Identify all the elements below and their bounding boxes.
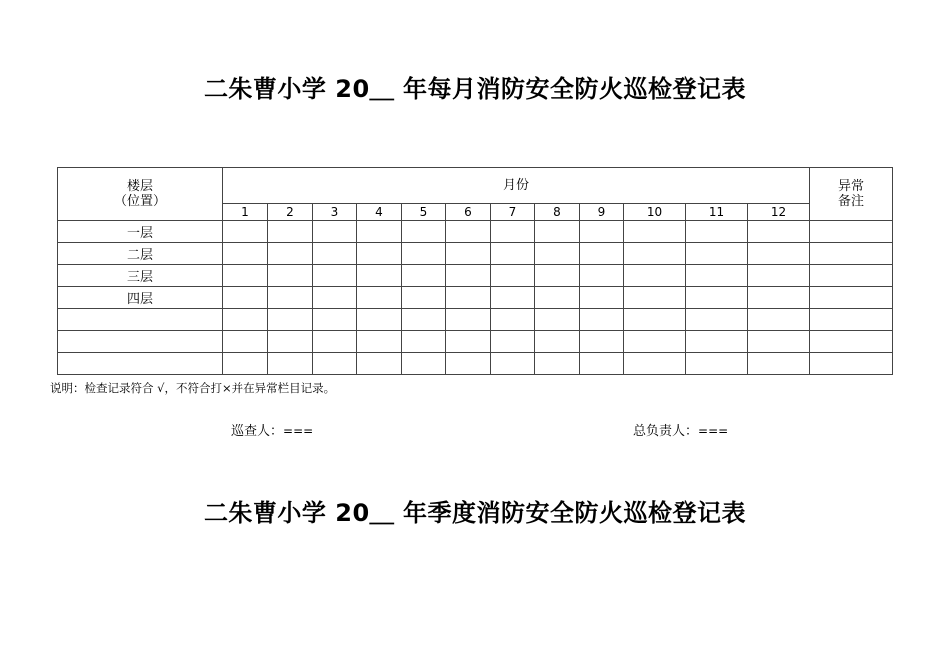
check-cell[interactable] <box>580 287 624 309</box>
table-row <box>58 287 893 309</box>
check-cell[interactable] <box>357 353 402 375</box>
page-title-monthly: 二朱曹小学 20＿ 年每月消防安全防火巡检登记表 <box>203 75 747 103</box>
check-cell[interactable] <box>268 331 313 353</box>
check-cell[interactable] <box>686 265 748 287</box>
check-cell[interactable] <box>446 287 491 309</box>
floor-header-line1: 楼层 <box>126 179 153 194</box>
check-cell[interactable] <box>357 287 402 309</box>
check-cell[interactable] <box>357 243 402 265</box>
check-cell[interactable] <box>268 309 313 331</box>
check-cell[interactable] <box>313 331 357 353</box>
check-cell[interactable] <box>580 243 624 265</box>
check-cell[interactable] <box>402 287 446 309</box>
floor-cell <box>58 353 223 375</box>
table-row <box>58 353 893 375</box>
check-cell[interactable] <box>686 353 748 375</box>
table-row <box>58 265 893 287</box>
check-cell[interactable] <box>686 287 748 309</box>
check-cell[interactable] <box>624 265 686 287</box>
check-cell[interactable] <box>268 221 313 243</box>
floor-cell <box>58 331 223 353</box>
month-10-header: 10 <box>624 204 686 221</box>
check-cell[interactable] <box>357 309 402 331</box>
manager-signature <box>633 422 728 441</box>
remark-cell[interactable] <box>810 331 893 353</box>
month-4-header: 4 <box>357 204 402 221</box>
check-cell[interactable] <box>402 243 446 265</box>
check-cell[interactable] <box>446 309 491 331</box>
floor-cell: 一层 <box>58 221 223 243</box>
check-cell[interactable] <box>624 353 686 375</box>
check-cell[interactable] <box>268 353 313 375</box>
check-cell[interactable] <box>313 243 357 265</box>
check-cell[interactable] <box>491 353 535 375</box>
month-8-header: 8 <box>535 204 580 221</box>
check-cell[interactable] <box>491 309 535 331</box>
check-cell[interactable] <box>580 331 624 353</box>
inspector-value: === <box>283 424 314 438</box>
remark-header <box>810 168 893 221</box>
check-cell[interactable] <box>535 221 580 243</box>
check-cell[interactable] <box>580 353 624 375</box>
check-cell[interactable] <box>491 221 535 243</box>
check-cell[interactable] <box>491 287 535 309</box>
check-cell[interactable] <box>748 265 810 287</box>
check-cell[interactable] <box>624 243 686 265</box>
remark-cell[interactable] <box>810 309 893 331</box>
check-cell[interactable] <box>748 243 810 265</box>
check-cell[interactable] <box>686 243 748 265</box>
check-cell[interactable] <box>402 265 446 287</box>
check-cell[interactable] <box>223 243 268 265</box>
floor-cell: 二层 <box>58 243 223 265</box>
table-row <box>58 243 893 265</box>
check-cell[interactable] <box>223 221 268 243</box>
check-cell[interactable] <box>446 243 491 265</box>
remark-cell[interactable] <box>810 353 893 375</box>
check-cell[interactable] <box>268 243 313 265</box>
month-header: 月份 <box>223 168 810 204</box>
check-cell[interactable] <box>686 331 748 353</box>
floor-header-line2: （位置） <box>113 194 166 209</box>
check-cell[interactable] <box>313 287 357 309</box>
check-cell[interactable] <box>580 265 624 287</box>
check-cell[interactable] <box>402 309 446 331</box>
check-cell[interactable] <box>357 265 402 287</box>
table-row <box>58 331 893 353</box>
remark-cell[interactable] <box>810 221 893 243</box>
inspection-table <box>57 167 893 375</box>
check-cell[interactable] <box>686 221 748 243</box>
check-cell[interactable] <box>535 243 580 265</box>
remark-header-line2: 备注 <box>837 194 864 209</box>
check-cell[interactable] <box>268 265 313 287</box>
check-cell[interactable] <box>748 309 810 331</box>
inspector-label: 巡查人： <box>231 424 284 439</box>
check-cell[interactable] <box>535 309 580 331</box>
check-cell[interactable] <box>491 331 535 353</box>
check-cell[interactable] <box>313 309 357 331</box>
check-cell[interactable] <box>223 287 268 309</box>
check-cell[interactable] <box>748 331 810 353</box>
table-row <box>58 221 893 243</box>
check-cell[interactable] <box>624 221 686 243</box>
month-5-header: 5 <box>402 204 446 221</box>
remark-cell[interactable] <box>810 287 893 309</box>
check-cell[interactable] <box>223 331 268 353</box>
check-cell[interactable] <box>748 353 810 375</box>
month-6-header: 6 <box>446 204 491 221</box>
check-cell[interactable] <box>580 309 624 331</box>
check-cell[interactable] <box>223 309 268 331</box>
check-cell[interactable] <box>491 243 535 265</box>
month-7-header: 7 <box>491 204 535 221</box>
month-12-header: 12 <box>748 204 810 221</box>
floor-cell <box>58 309 223 331</box>
check-cell[interactable] <box>313 265 357 287</box>
page-title-quarterly: 二朱曹小学 20＿ 年季度消防安全防火巡检登记表 <box>203 499 747 527</box>
check-cell[interactable] <box>446 221 491 243</box>
check-cell[interactable] <box>624 331 686 353</box>
month-3-header: 3 <box>313 204 357 221</box>
check-cell[interactable] <box>402 331 446 353</box>
month-11-header: 11 <box>686 204 748 221</box>
month-9-header: 9 <box>580 204 624 221</box>
check-cell[interactable] <box>535 353 580 375</box>
inspector-signature <box>231 422 313 441</box>
check-cell[interactable] <box>357 331 402 353</box>
table-row <box>58 309 893 331</box>
instruction-note: 说明：检查记录符合 √，不符合打×并在异常栏目记录。 <box>50 381 336 395</box>
check-cell[interactable] <box>624 287 686 309</box>
month-2-header: 2 <box>268 204 313 221</box>
check-cell[interactable] <box>624 309 686 331</box>
check-cell[interactable] <box>535 265 580 287</box>
manager-value: === <box>698 424 729 438</box>
manager-label: 总负责人： <box>633 424 699 439</box>
check-cell[interactable] <box>491 265 535 287</box>
check-cell[interactable] <box>268 287 313 309</box>
check-cell[interactable] <box>748 287 810 309</box>
floor-header <box>58 168 223 221</box>
check-cell[interactable] <box>535 287 580 309</box>
check-cell[interactable] <box>223 353 268 375</box>
check-cell[interactable] <box>223 265 268 287</box>
remark-cell[interactable] <box>810 265 893 287</box>
check-cell[interactable] <box>535 331 580 353</box>
check-cell[interactable] <box>580 221 624 243</box>
check-cell[interactable] <box>446 265 491 287</box>
check-cell[interactable] <box>686 309 748 331</box>
check-cell[interactable] <box>313 353 357 375</box>
check-cell[interactable] <box>357 221 402 243</box>
check-cell[interactable] <box>748 221 810 243</box>
check-cell[interactable] <box>402 353 446 375</box>
check-cell[interactable] <box>313 221 357 243</box>
remark-header-line1: 异常 <box>837 179 864 194</box>
floor-cell: 三层 <box>58 265 223 287</box>
month-1-header: 1 <box>223 204 268 221</box>
check-cell[interactable] <box>446 331 491 353</box>
check-cell[interactable] <box>446 353 491 375</box>
floor-cell: 四层 <box>58 287 223 309</box>
remark-cell[interactable] <box>810 243 893 265</box>
check-cell[interactable] <box>402 221 446 243</box>
